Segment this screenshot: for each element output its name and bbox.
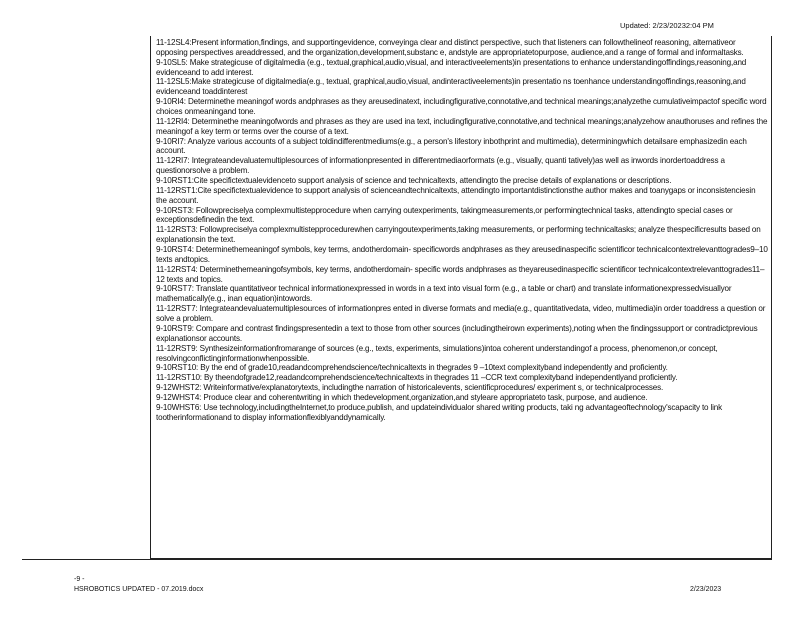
footer-divider <box>22 559 772 560</box>
standard-item: 9-10RST1:Cite specifictextualevidenceto support analysis of science and technicaltexts, attendingto the precise details of explanations or descriptions. <box>156 176 672 186</box>
standard-item: 9-10RST10: By the end of grade10,readandcomprehendscience/technicaltexts in thegrades 9 –10text complexityband independently and proficiently. <box>156 363 668 373</box>
standard-item: 11-12RI7: Integrateandevaluatemultiplesources of informationpresented in differentmediaorformats (e.g., visually, quanti tatively)as well as inwords inordertoaddress a questionorsolve a problem. <box>156 156 725 176</box>
page-number: -9 - <box>74 576 85 583</box>
standard-item: 9-10SL5: Make strategicuse of digitalmedia (e.g., textual,graphical,audio,visual, and interactiveelements)in presentations to enhance understandingoffindings,reasoning,and evidenceand to add interest. <box>156 57 747 77</box>
standard-item: 9-10RST3: Followpreciselya complexmultistepprocedure when carrying outexperiments, takingmeasurements,or performingtechnical tasks, attendingto special cases or exceptionsdefinedin the text. <box>156 205 733 225</box>
standard-item: 9-12WHST4: Produce clear and coherentwriting in which thedevelopment,organization,and styleare appropriateto task, purpose, and audience. <box>156 392 648 402</box>
standard-item: 11-12RST10: By theendofgrade12,readandcomprehendscience/technicaltexts in thegrades 11 –CCR text complexityband independentlyand proficiently. <box>156 373 678 383</box>
standard-item: 9-12WHST2: Writeinformative/explanatorytexts, includingthe narration of historicalevents, scientificprocedures/ experiment s, or technicalprocesses. <box>156 383 664 393</box>
standard-item: 9-10RST7: Translate quantitativeor technical informationexpressed in words in a text into visual form (e.g., a table or chart) and translate informationexpressedvisuallyor mathematically(e.g., inan equation)intowords. <box>156 284 732 304</box>
standard-item: 9-10RST9: Compare and contrast findingspresentedin a text to those from other sources (includingtheirown experiments),noting when the findingssupport or contradictprevious explanationsor accounts. <box>156 323 758 343</box>
standards-list <box>156 38 768 423</box>
standard-item: 9-10RI4: Determinethe meaningof words andphrases as they areusedinatext, includingfigurative,connotative,and technical meanings;analyzethe cumulativeimpactof specific word choices onmeaningand tone. <box>156 97 767 117</box>
standard-item: 9-10WHST6: Use technology,includingtheInternet,to produce,publish, and updateindividualor shared writing products, taki ng advantageoftechnology'scapacity to link tootherinformationand to display informationflexiblyanddynamically. <box>156 402 723 422</box>
standard-item: 11-12RST1:Cite specifictextualevidence to support analysis of scienceandtechnicaltexts, attendingto importantdistinctionsthe author makes and toanygaps or inconsistenciesin the account. <box>156 185 756 205</box>
standard-item: 11-12RST3: Followpreciselya complexmultistepprocedurewhen carryingoutexperiments,taking measurements, or performing technicaltasks; analyze thespecificresults based on explanationsin the text. <box>156 225 761 245</box>
standard-item: 11-12SL4:Present information,findings, and supportingevidence, conveyinga clear and distinct perspective, such that listeners can followthelineof reasoning, alternativeor opposing perspectives areaddressed, and the organization,development,substanc e, andstyle are appropriatetopurpose, audience,and a range of formal and informaltasks. <box>156 38 744 57</box>
standard-item: 11-12RI4: Determinethe meaningofwords and phrases as they are used ina text, includingfigurative,connotative,and technical meanings;analyzehow anauthoruses and refines the meaningof a key term or terms over the course of a text. <box>156 116 768 136</box>
standard-item: 11-12RST9: Synthesizeinformationfromarange of sources (e.g., texts, experiments, simulations)intoa coherent understandingof a process, phenomenon,or concept, resolvingconflictinginformationwhenpossible. <box>156 343 718 363</box>
footer-date: 2/23/2023 <box>690 586 722 593</box>
standard-item: 9-10RI7: Analyze various accounts of a subject toldindifferentmediums(e.g., a person's lifestory inbothprint and multimedia), determiningwhich detailsare emphasizedin each account. <box>156 136 747 156</box>
standard-item: 11-12RST4: Determinethemeaningofsymbols, key terms, andotherdomain- specific words andphrases as theyareusedinaspecific scientificor technicalcontextrelevanttogrades11–12 texts and topics. <box>156 264 765 284</box>
standard-item: 11-12RST7: Integrateandevaluatemultiplesources of informationpres ented in diverse formats and media(e.g., quantitativedata, video, multimedia)in order toaddress a question or solve a problem. <box>156 304 766 324</box>
standard-item: 9-10RST4: Determinethemeaningof symbols, key terms, andotherdomain- specificwords andphrases as they areusedinaspecific scientificor technicalcontextrelevanttogrades9–10 texts andtopics. <box>156 245 768 264</box>
standard-item: 11-12SL5:Make strategicuse of digitalmedia(e.g., textual, graphical,audio,visual, andinteractiveelements)in presentatio ns toenhance understandingoffindings,reasoning,and evidenceand toaddinterest <box>156 77 746 97</box>
updated-timestamp: Updated: 2/23/20232:04 PM <box>620 21 714 30</box>
document-filename: HSROBOTICS UPDATED - 07.2019.docx <box>74 586 204 593</box>
